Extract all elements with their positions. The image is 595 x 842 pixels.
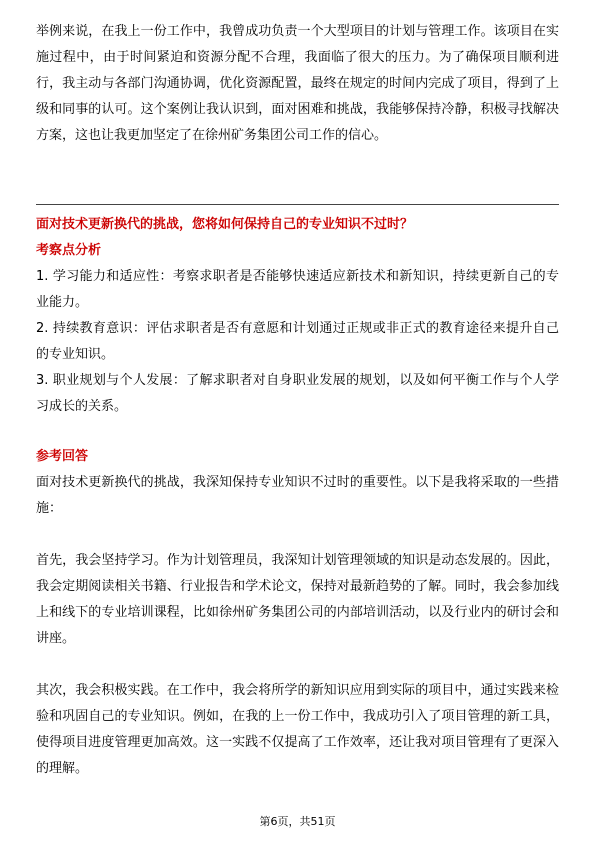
- answer-section: [36, 444, 559, 782]
- answer-heading: 参考回答: [36, 449, 89, 464]
- section-divider: [36, 204, 559, 205]
- analysis-section: [36, 238, 559, 420]
- analysis-heading: 考察点分析: [36, 243, 102, 258]
- analysis-item: 3. 职业规划与个人发展：了解求职者对自身职业发展的规划，以及如何平衡工作与个人学习成长的关系。: [36, 373, 559, 414]
- answer-intro: 面对技术更新换代的挑战，我深知保持专业知识不过时的重要性。以下是我将采取的一些措施：: [36, 475, 559, 516]
- answer-paragraph: 首先，我会坚持学习。作为计划管理员，我深知计划管理领域的知识是动态发展的。因此，我会定期阅读相关书籍、行业报告和学术论文，保持对最新趋势的了解。同时，我会参加线上和线下的专业培训课程，比如徐州矿务集团公司的内部培训活动，以及行业内的研讨会和讲座。: [36, 553, 559, 646]
- intro-paragraph: 举例来说，在我上一份工作中，我曾成功负责一个大型项目的计划与管理工作。该项目在实施过程中，由于时间紧迫和资源分配不合理，我面临了很大的压力。为了确保项目顺利进行，我主动与各部门沟通协调，优化资源配置，最终在规定的时间内完成了项目，得到了上级和同事的认可。这个案例让我认识到，面对困难和挑战，我能够保持冷静，积极寻找解决方案，这也让我更加坚定了在徐州矿务集团公司工作的信心。: [36, 24, 559, 143]
- paragraph-gap: [36, 522, 559, 548]
- answer-paragraph: 其次，我会积极实践。在工作中，我会将所学的新知识应用到实际的项目中，通过实践来检验和巩固自己的专业知识。例如，在我的上一份工作中，我成功引入了项目管理的新工具，使得项目进度管理更加高效。这一实践不仅提高了工作效率，还让我对项目管理有了更深入的理解。: [36, 683, 559, 776]
- page-number: 第6页，共51页: [259, 815, 336, 828]
- question-heading: 面对技术更新换代的挑战，您将如何保持自己的专业知识不过时？: [36, 217, 414, 232]
- paragraph-gap: [36, 652, 559, 678]
- page-footer: [0, 815, 595, 829]
- analysis-item: 2. 持续教育意识：评估求职者是否有意愿和计划通过正规或非正式的教育途径来提升自己的专业知识。: [36, 321, 559, 362]
- analysis-item: 1. 学习能力和适应性：考察求职者是否能够快速适应新技术和新知识，持续更新自己的专业能力。: [36, 269, 559, 310]
